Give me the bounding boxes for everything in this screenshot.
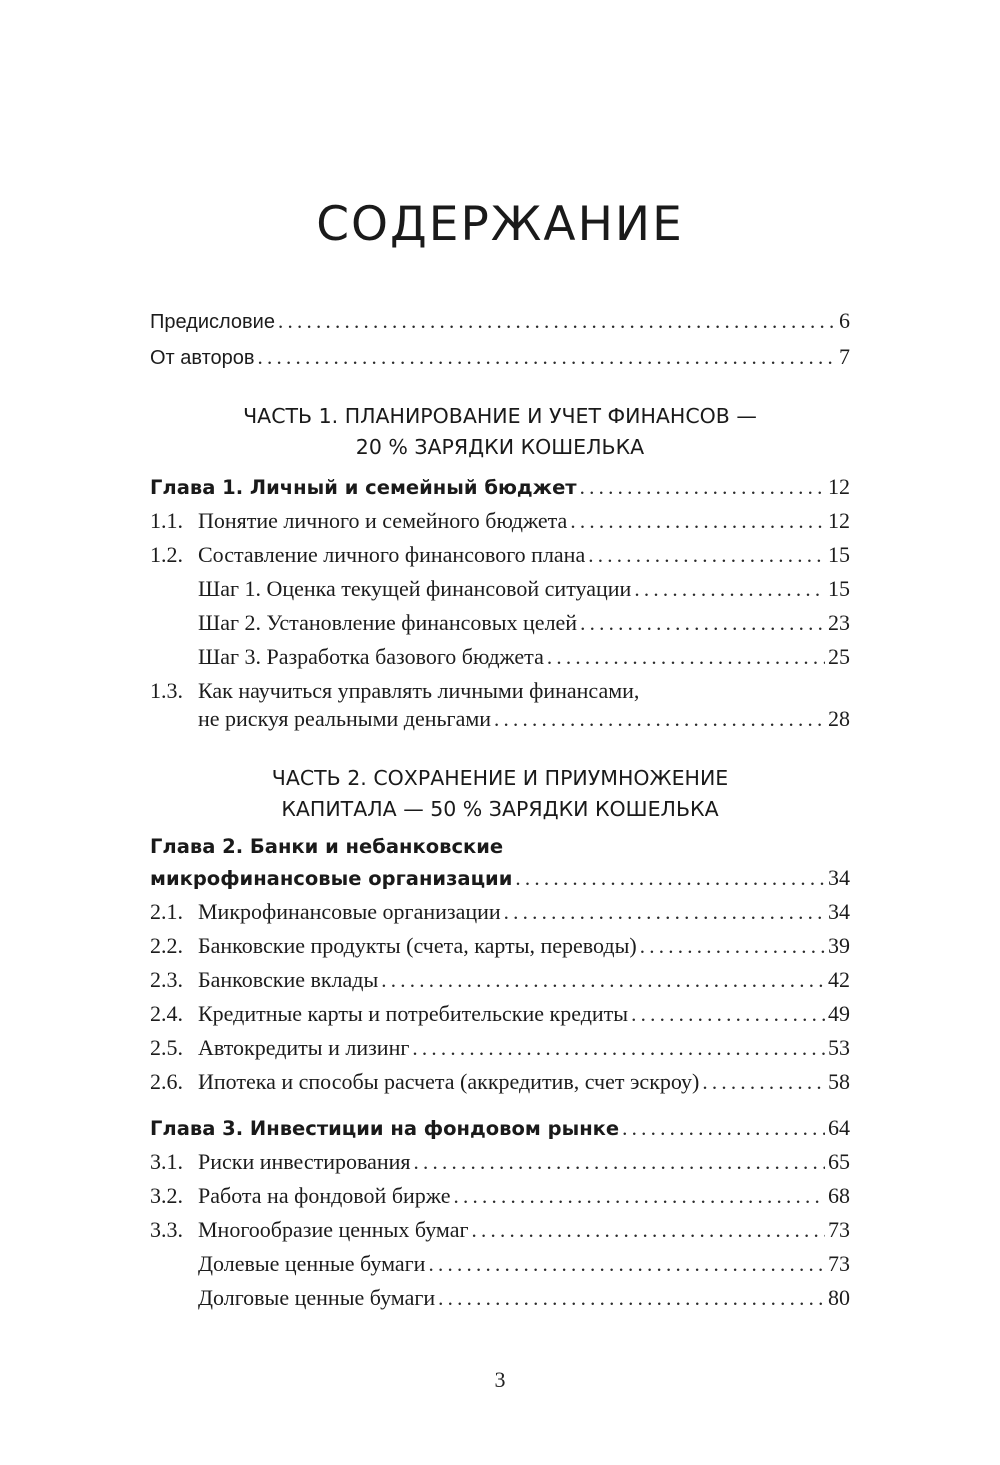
toc-entry-from-authors[interactable] <box>150 344 850 378</box>
section-number: 2.5. <box>150 1035 183 1060</box>
dot-leader <box>504 900 825 925</box>
section-title-continued: не рискуя реальными деньгами <box>198 706 492 731</box>
toc-page-number: 65 <box>828 1149 850 1174</box>
toc-page-number: 34 <box>828 899 850 924</box>
toc-chapter-2-line2[interactable] <box>150 865 850 899</box>
part-title-line: ЧАСТЬ 2. СОХРАНЕНИЕ И ПРИУМНОЖЕНИЕ <box>271 766 729 790</box>
toc-subsection-equity[interactable] <box>150 1251 850 1285</box>
toc-page-number: 49 <box>828 1001 850 1026</box>
toc-page-number: 53 <box>828 1035 850 1060</box>
toc-section-2-4[interactable] <box>150 1001 850 1035</box>
toc-section-3-3[interactable] <box>150 1217 850 1251</box>
section-title: Понятие личного и семейного бюджета <box>198 508 568 533</box>
dot-leader <box>588 543 825 568</box>
chapter-title: Глава 1. Личный и семейный бюджет <box>150 476 577 499</box>
part-1-heading <box>0 401 1000 463</box>
toc-section-2-5[interactable] <box>150 1035 850 1069</box>
section-number: 2.2. <box>150 933 183 958</box>
section-title: Как научиться управлять личными финансами, <box>198 678 640 703</box>
dot-leader <box>702 1070 825 1095</box>
toc-section-2-2[interactable] <box>150 933 850 967</box>
section-number: 2.4. <box>150 1001 183 1026</box>
toc-page-number: 58 <box>828 1069 850 1094</box>
dot-leader <box>622 1116 825 1141</box>
page-title: СОДЕРЖАНИЕ <box>316 197 684 253</box>
toc-page-number: 64 <box>828 1115 850 1140</box>
subsection-title: Шаг 3. Разработка базового бюджета <box>198 644 544 669</box>
toc-section-3-2[interactable] <box>150 1183 850 1217</box>
toc-chapter-1[interactable] <box>150 474 850 508</box>
section-number: 1.3. <box>150 678 183 703</box>
toc-page-number: 15 <box>828 542 850 567</box>
section-title: Ипотека и способы расчета (аккредитив, счет эскроу) <box>198 1069 700 1094</box>
section-title: Микрофинансовые организации <box>198 899 501 924</box>
section-number: 1.1. <box>150 508 183 533</box>
toc-page-number: 68 <box>828 1183 850 1208</box>
dot-leader <box>381 968 825 993</box>
section-title: Кредитные карты и потребительские кредиты <box>198 1001 629 1026</box>
toc-step-1[interactable] <box>150 576 850 610</box>
dot-leader <box>453 1184 825 1209</box>
section-number: 3.1. <box>150 1149 183 1174</box>
dot-leader <box>438 1286 825 1311</box>
dot-leader <box>570 509 825 534</box>
toc-page-number: 12 <box>828 508 850 533</box>
section-number: 3.2. <box>150 1183 183 1208</box>
section-title: Работа на фондовой бирже <box>198 1183 451 1208</box>
toc-page-number: 7 <box>839 344 850 369</box>
section-title: Автокредиты и лизинг <box>198 1035 410 1060</box>
dot-leader <box>631 1002 825 1027</box>
toc-page-number: 15 <box>828 576 850 601</box>
chapter-title-continued: микрофинансовые организации <box>150 867 513 890</box>
toc-entry-label: От авторов <box>150 347 255 369</box>
toc-section-2-1[interactable] <box>150 899 850 933</box>
section-title: Банковские вклады <box>198 967 379 992</box>
toc-section-1-1[interactable] <box>150 508 850 542</box>
toc-page-number: 23 <box>828 610 850 635</box>
toc-page-number: 73 <box>828 1217 850 1242</box>
dot-leader <box>634 577 825 602</box>
dot-leader <box>414 1150 825 1175</box>
part-2-heading <box>0 763 1000 825</box>
subsection-title: Шаг 2. Установление финансовых целей <box>198 610 578 635</box>
page-number: 3 <box>494 1367 506 1392</box>
toc-page-number: 12 <box>828 474 850 499</box>
toc-section-2-3[interactable] <box>150 967 850 1001</box>
toc-section-3-1[interactable] <box>150 1149 850 1183</box>
toc-entry-label: Предисловие <box>150 311 275 333</box>
dot-leader <box>515 866 825 891</box>
dot-leader <box>258 345 836 370</box>
section-title: Риски инвестирования <box>198 1149 411 1174</box>
toc-chapter-3[interactable] <box>150 1115 850 1149</box>
dot-leader <box>580 475 825 500</box>
toc-page-number: 34 <box>828 865 850 890</box>
toc-section-2-6[interactable] <box>150 1069 850 1103</box>
toc-page-number: 25 <box>828 644 850 669</box>
toc-page-number: 6 <box>839 308 850 333</box>
subsection-title: Шаг 1. Оценка текущей финансовой ситуации <box>198 576 632 601</box>
dot-leader <box>412 1036 825 1061</box>
chapter-title: Глава 2. Банки и небанковские <box>150 835 504 858</box>
toc-page-number: 42 <box>828 967 850 992</box>
chapter-title: Глава 3. Инвестиции на фондовом рынке <box>150 1117 620 1140</box>
dot-leader <box>472 1218 826 1243</box>
part-title-line: КАПИТАЛА — 50 % ЗАРЯДКИ КОШЕЛЬКА <box>281 797 719 821</box>
dot-leader <box>278 309 836 334</box>
dot-leader <box>580 611 825 636</box>
dot-leader <box>494 707 825 732</box>
section-number: 2.3. <box>150 967 183 992</box>
toc-step-2[interactable] <box>150 610 850 644</box>
subsection-title: Долговые ценные бумаги <box>198 1285 436 1310</box>
section-number: 2.6. <box>150 1069 183 1094</box>
toc-page-number: 39 <box>828 933 850 958</box>
toc-subsection-debt[interactable] <box>150 1285 850 1319</box>
toc-section-1-2[interactable] <box>150 542 850 576</box>
toc-page-number: 28 <box>828 706 850 731</box>
section-title: Многообразие ценных бумаг <box>198 1217 469 1242</box>
toc-section-1-3-line2[interactable] <box>150 706 850 740</box>
part-title-line: ЧАСТЬ 1. ПЛАНИРОВАНИЕ И УЧЕТ ФИНАНСОВ — <box>243 404 757 428</box>
toc-page-number: 80 <box>828 1285 850 1310</box>
dot-leader <box>428 1252 825 1277</box>
section-number: 2.1. <box>150 899 183 924</box>
section-title: Банковские продукты (счета, карты, переводы) <box>198 933 637 958</box>
toc-page-number: 73 <box>828 1251 850 1276</box>
subsection-title: Долевые ценные бумаги <box>198 1251 426 1276</box>
dot-leader <box>547 645 825 670</box>
section-number: 1.2. <box>150 542 183 567</box>
dot-leader <box>640 934 825 959</box>
toc-chapter-2-line1[interactable] <box>150 835 850 869</box>
part-title-line: 20 % ЗАРЯДКИ КОШЕЛЬКА <box>355 435 645 459</box>
toc-step-3[interactable] <box>150 644 850 678</box>
toc-entry-preface[interactable] <box>150 308 850 342</box>
section-number: 3.3. <box>150 1217 183 1242</box>
section-title: Составление личного финансового плана <box>198 542 586 567</box>
